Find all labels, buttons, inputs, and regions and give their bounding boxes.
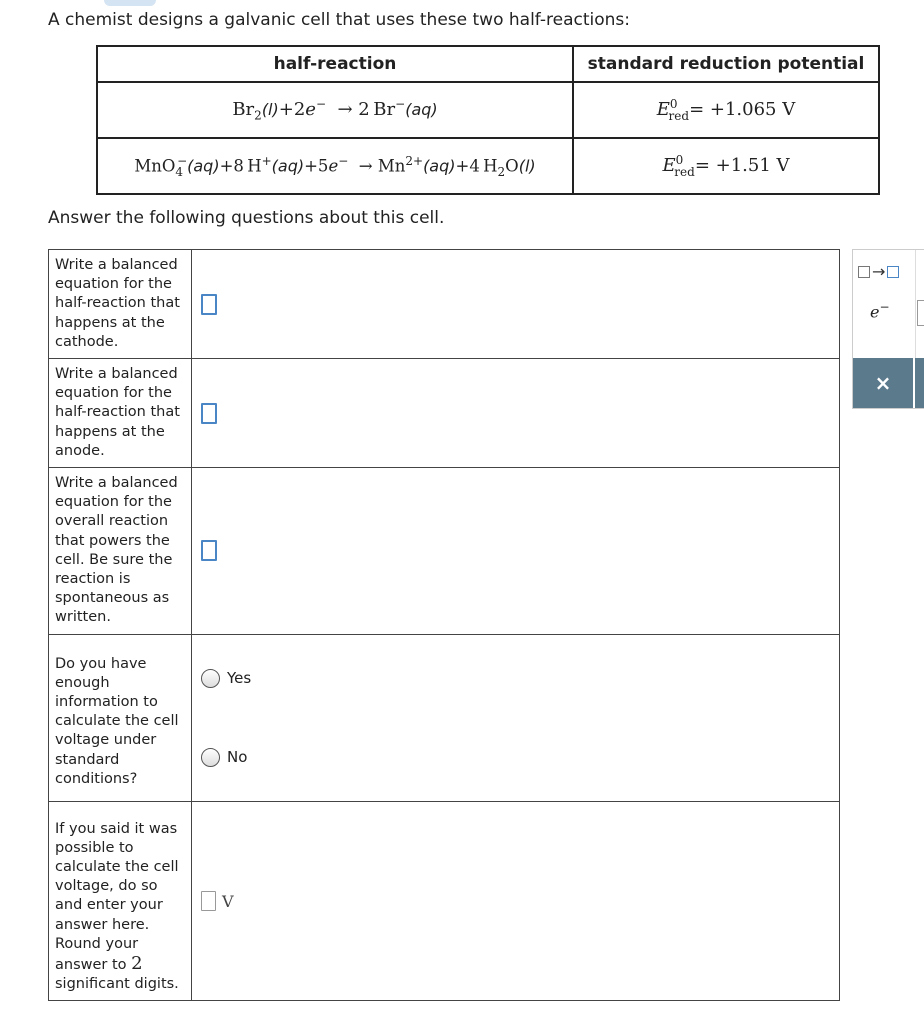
electron-button[interactable]: e−	[870, 300, 890, 322]
palette-partial-action[interactable]	[915, 358, 924, 408]
half-reactions-table	[96, 45, 880, 195]
reaction-arrow-button[interactable]: →	[858, 262, 899, 281]
half-reaction-1: $Br_2(l)+2e^- \to 2$ Br−(aq)	[97, 82, 573, 138]
palette-partial-button[interactable]	[917, 300, 924, 326]
chemistry-palette	[852, 249, 924, 409]
header-half-reaction: half-reaction	[97, 46, 573, 82]
voltage-answer-input[interactable]	[201, 891, 216, 911]
question-voltage: If you said it was possible to calculate the cell voltage, do so and enter your answer here. Round your answer to 2 significant digits.	[49, 801, 192, 1001]
clear-button[interactable]: ×	[853, 358, 913, 408]
question-overall: Write a balanced equation for the overall reaction that powers the cell. Be sure the reaction is spontaneous as written.	[49, 468, 192, 635]
intro-text: A chemist designs a galvanic cell that uses these two half-reactions:	[48, 10, 630, 30]
question-anode: Write a balanced equation for the half-reaction that happens at the anode.	[49, 359, 192, 468]
questions-table	[48, 249, 840, 1001]
header-potential: standard reduction potential	[573, 46, 879, 82]
half-reaction-2: MnO$_4$−(aq)+8 $H^+(aq)+5e^- \to Mn^{2+}(aq)+4$ $H_2O(l)$	[97, 138, 573, 194]
answer-intro-text: Answer the following questions about this cell.	[48, 208, 445, 228]
question-enough-info: Do you have enough information to calculate the cell voltage under standard conditions?	[49, 634, 192, 801]
no-option[interactable]: No	[201, 748, 838, 767]
potential-2: $E^0_{red}= +1.51$ V	[573, 138, 879, 194]
anode-answer-input[interactable]	[201, 403, 217, 424]
cathode-answer-input[interactable]	[201, 294, 217, 315]
yes-option[interactable]: Yes	[201, 669, 838, 688]
question-cathode: Write a balanced equation for the half-reaction that happens at the cathode.	[49, 250, 192, 359]
yes-radio[interactable]	[201, 669, 220, 688]
overall-answer-input[interactable]	[201, 540, 217, 561]
top-tab-indicator	[104, 0, 156, 6]
no-radio[interactable]	[201, 748, 220, 767]
potential-1: $E^0_{red}= +1.065$ V	[573, 82, 879, 138]
voltage-unit: V	[222, 891, 234, 911]
